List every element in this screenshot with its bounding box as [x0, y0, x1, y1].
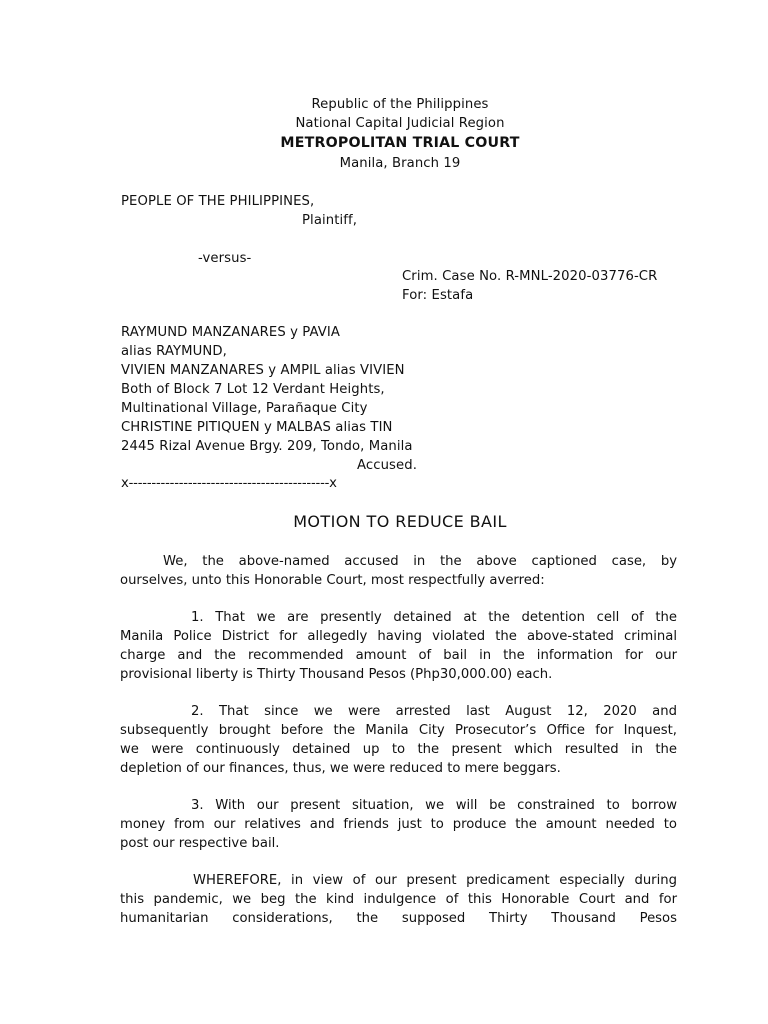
accused-line: VIVIEN MANZANARES y AMPIL alias VIVIEN — [121, 363, 405, 378]
para2-line: 2. That since we were arrested last August 12, 2020 and — [191, 704, 677, 719]
wherefore-line: WHEREFORE, in view of our present predicament especially during — [193, 873, 677, 888]
para3-line: money from our relatives and friends just to produce the amount needed to — [120, 817, 677, 832]
para2-line: subsequently brought before the Manila City Prosecutor’s Office for Inquest, — [120, 723, 677, 738]
header-region: National Capital Judicial Region — [295, 116, 505, 131]
plaintiff-name: PEOPLE OF THE PHILIPPINES, — [121, 194, 315, 209]
case-offense: For: Estafa — [402, 288, 474, 303]
accused-line: alias RAYMUND, — [121, 344, 227, 359]
versus: -versus- — [198, 251, 252, 266]
wherefore-line: humanitarian considerations, the supposed Thirty Thousand Pesos — [120, 911, 677, 926]
para2-line: we were continuously detained up to the present which resulted in the — [120, 742, 677, 757]
wherefore-line: this pandemic, we beg the kind indulgence of this Honorable Court and for — [120, 892, 677, 907]
header-court: METROPOLITAN TRIAL COURT — [280, 135, 520, 151]
intro-line: ourselves, unto this Honorable Court, most respectfully averred: — [120, 573, 545, 588]
accused-line: CHRISTINE PITIQUEN y MALBAS alias TIN — [121, 420, 393, 435]
para1-line: Manila Police District for allegedly having violated the above-stated criminal — [120, 629, 677, 644]
intro-line: We, the above-named accused in the above captioned case, by — [163, 554, 677, 569]
para2-line: depletion of our finances, thus, we were reduced to mere beggars. — [120, 761, 561, 776]
accused-line: 2445 Rizal Avenue Brgy. 209, Tondo, Manila — [121, 439, 413, 454]
header-branch: Manila, Branch 19 — [339, 156, 461, 171]
header-republic: Republic of the Philippines — [311, 97, 489, 112]
accused-label: Accused. — [357, 458, 417, 473]
motion-title: MOTION TO REDUCE BAIL — [293, 512, 507, 531]
para3-line: 3. With our present situation, we will be constrained to borrow — [191, 798, 677, 813]
caption-separator: x--------------------------------------------x — [121, 476, 337, 491]
para1-line: provisional liberty is Thirty Thousand Pesos (Php30,000.00) each. — [120, 667, 553, 682]
para1-line: charge and the recommended amount of bail in the information for our — [120, 648, 677, 663]
case-number: Crim. Case No. R-MNL-2020-03776-CR — [402, 269, 658, 284]
accused-line: Both of Block 7 Lot 12 Verdant Heights, — [121, 382, 385, 397]
plaintiff-label: Plaintiff, — [302, 213, 358, 228]
accused-line: Multinational Village, Parañaque City — [121, 401, 368, 416]
para1-line: 1. That we are presently detained at the detention cell of the — [191, 610, 677, 625]
accused-line: RAYMUND MANZANARES y PAVIA — [121, 325, 340, 340]
para3-line: post our respective bail. — [120, 836, 280, 851]
